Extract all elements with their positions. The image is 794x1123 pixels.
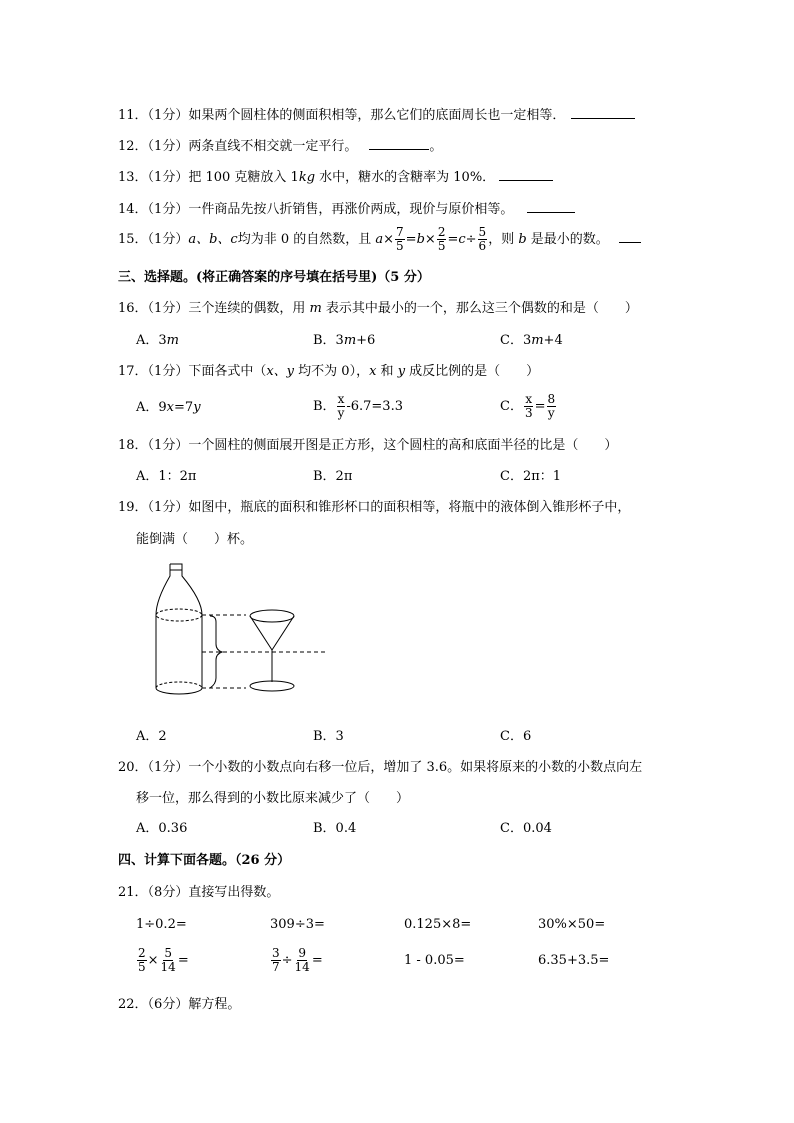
option-a[interactable]	[136, 332, 179, 350]
fraction	[271, 947, 281, 974]
var-x: x	[369, 364, 377, 379]
question-15	[118, 226, 641, 254]
section-4-heading: 四、计算下面各题。（26 分）	[118, 853, 291, 868]
question-14	[118, 198, 575, 219]
operator: =	[447, 232, 459, 247]
var-y: y	[193, 400, 201, 415]
option-b[interactable]: B．0.4	[313, 821, 357, 836]
option-a[interactable]: A．1：2π	[136, 469, 197, 484]
option-b[interactable]: B．3	[313, 729, 344, 744]
answer-blank[interactable]	[499, 166, 553, 181]
question-text: 均为非 0 的自然数，且	[237, 232, 376, 247]
var-m: m	[343, 333, 357, 348]
question-number: 13．	[118, 170, 148, 185]
question-text: 一个小数的小数点向右移一位后，增加了 3.6。如果将原来的小数的小数点向左	[188, 760, 643, 775]
question-score: （1分）	[147, 438, 189, 453]
option-c[interactable]	[500, 332, 563, 350]
option-text: A．9	[136, 400, 167, 415]
option-text: C．	[500, 399, 523, 414]
question-score: （1分）	[147, 202, 189, 217]
question-text: 把 100 克糖放入 1	[188, 170, 299, 185]
question-17	[118, 363, 539, 381]
fraction	[337, 393, 346, 420]
fraction	[294, 947, 311, 974]
answer-blank[interactable]	[369, 135, 429, 150]
question-number: 19．	[118, 500, 148, 515]
numerator: 5	[164, 946, 172, 960]
question-text: 三个连续的偶数，用	[188, 301, 310, 316]
question-number: 17．	[118, 364, 148, 379]
question-20	[118, 759, 642, 777]
question-number: 15．	[118, 232, 148, 247]
question-19-cont: 能倒满（ ）杯。	[136, 532, 254, 547]
question-score: （6分）	[147, 997, 189, 1012]
question-number: 16．	[118, 301, 148, 316]
question-number: 22．	[118, 997, 148, 1012]
question-20-cont: 移一位，那么得到的小数比原来减少了（ ）	[136, 791, 410, 806]
var-m: m	[531, 333, 544, 348]
denominator: 14	[294, 960, 310, 974]
question-text: 如果两个圆柱体的侧面积相等，那么它们的底面周长也一定相等．	[188, 108, 566, 123]
question-text: 两条直线不相交就一定平行。	[188, 139, 358, 154]
option-text: B．3	[313, 333, 344, 348]
question-score: （1分）	[147, 108, 189, 123]
question-21	[118, 884, 279, 902]
operator: ×	[424, 232, 436, 247]
var-text: x、y	[266, 364, 295, 379]
calc-item[interactable]: 30%×50=	[538, 917, 606, 932]
var-m: m	[309, 301, 322, 316]
unit-text: kg	[298, 170, 316, 185]
option-text: -6.7=3.3	[346, 399, 403, 414]
fraction	[524, 393, 534, 420]
operator: =	[405, 232, 417, 247]
denominator: y	[547, 406, 555, 420]
operator: ×	[147, 953, 159, 968]
answer-blank[interactable]	[527, 198, 575, 213]
question-score: （1分）	[147, 364, 189, 379]
calc-item[interactable]: 6.35+3.5=	[538, 953, 610, 968]
operator: ×	[383, 232, 395, 247]
var-a: a	[375, 232, 384, 247]
numerator: x	[525, 392, 533, 406]
question-text: 一个圆柱的侧面展开图是正方形，这个圆柱的高和底面半径的比是（ ）	[188, 438, 618, 453]
question-text: 成反比例的是（ ）	[405, 364, 540, 379]
numerator: 5	[478, 225, 487, 239]
option-text: +6	[356, 333, 376, 348]
question-18	[118, 437, 617, 455]
question-text: 直接写出得数。	[188, 885, 280, 900]
numerator: 3	[272, 946, 280, 960]
denominator: 14	[160, 960, 176, 974]
operator: ÷	[281, 953, 293, 968]
option-c[interactable]	[500, 392, 557, 422]
question-score: （1分）	[147, 760, 189, 775]
var-b: b	[416, 232, 425, 247]
option-b[interactable]: B．2π	[313, 469, 353, 484]
denominator: 5	[138, 960, 146, 974]
numerator: 8	[547, 392, 556, 406]
question-score: （1分）	[147, 232, 189, 247]
option-a[interactable]: A．2	[136, 729, 167, 744]
denominator: y	[337, 406, 345, 420]
question-11	[118, 104, 635, 125]
question-score: （1分）	[147, 170, 189, 185]
fraction	[437, 226, 447, 253]
question-text: 表示其中最小的一个，那么这三个偶数的和是（ ）	[321, 301, 638, 316]
option-c[interactable]: C．0.04	[500, 821, 552, 836]
option-c[interactable]: C．2π：1	[500, 469, 562, 484]
option-text: C．3	[500, 333, 532, 348]
option-text: A．3	[136, 333, 167, 348]
question-text: 水中，糖水的含糖率为 10%．	[315, 170, 496, 185]
calc-item[interactable]: 0.125×8=	[404, 917, 472, 932]
question-text: 均不为 0），	[294, 364, 370, 379]
numerator: 9	[298, 946, 306, 960]
question-number: 11．	[118, 108, 148, 123]
var-c: c	[458, 232, 466, 247]
calc-item[interactable]	[270, 945, 323, 977]
question-number: 20．	[118, 760, 148, 775]
denominator: 3	[524, 406, 533, 420]
question-22	[118, 996, 240, 1014]
var-y: y	[397, 364, 406, 379]
calc-item[interactable]	[136, 945, 189, 977]
fraction	[137, 947, 147, 974]
denominator: 7	[272, 960, 280, 974]
option-text: +4	[543, 333, 563, 348]
var-text: a、b、c	[188, 232, 238, 247]
question-13	[118, 166, 553, 187]
fraction	[478, 226, 488, 253]
question-score: （1分）	[147, 139, 189, 154]
operator: =	[177, 953, 189, 968]
operator: =	[534, 399, 546, 414]
numerator: 2	[138, 946, 146, 960]
question-number: 18．	[118, 438, 148, 453]
question-end: 。	[429, 139, 443, 154]
answer-blank[interactable]	[571, 104, 635, 119]
calc-item[interactable]: 309÷3=	[270, 917, 325, 932]
calc-item[interactable]: 1÷0.2=	[136, 917, 187, 932]
question-score: （1分）	[147, 301, 189, 316]
option-text: =7	[174, 400, 194, 415]
question-score: （1分）	[147, 500, 189, 515]
question-number: 21．	[118, 885, 148, 900]
question-number: 14．	[118, 202, 148, 217]
question-text: 如图中，瓶底的面积和锥形杯口的面积相等，将瓶中的液体倒入锥形杯子中，	[188, 500, 631, 515]
denominator: 5	[396, 239, 404, 253]
var-x: x	[166, 400, 175, 415]
option-b[interactable]	[313, 332, 375, 350]
option-text: B．	[313, 399, 336, 414]
fraction	[547, 393, 557, 420]
question-text: 是最小的数。	[526, 232, 609, 247]
denominator: 5	[437, 239, 446, 253]
operator: ÷	[465, 232, 477, 247]
question-19	[118, 499, 630, 517]
question-number: 12．	[118, 139, 148, 154]
operator: =	[311, 953, 323, 968]
question-score: （8分）	[147, 885, 189, 900]
question-16	[118, 300, 638, 318]
fraction	[395, 226, 405, 253]
question-text: 一件商品先按八折销售，再涨价两成，现价与原价相等。	[188, 202, 514, 217]
question-12	[118, 135, 442, 156]
var-m: m	[166, 333, 179, 348]
section-3-heading: 三、选择题。(将正确答案的序号填在括号里)（5 分）	[118, 270, 430, 285]
option-c[interactable]: C．6	[500, 729, 532, 744]
answer-blank[interactable]	[619, 228, 641, 243]
fraction	[160, 947, 177, 974]
denominator: 6	[478, 239, 487, 253]
question-text: 下面各式中（	[188, 364, 267, 379]
numerator: 2	[437, 225, 446, 239]
bottle-and-cone-figure	[146, 560, 332, 712]
question-text: ，则	[488, 232, 519, 247]
question-text: 和	[376, 364, 398, 379]
calc-item[interactable]: 1 - 0.05=	[404, 953, 465, 968]
option-a[interactable]: A．0.36	[136, 821, 188, 836]
option-a[interactable]	[136, 397, 201, 419]
numerator: x	[337, 392, 345, 406]
question-text: 解方程。	[188, 997, 241, 1012]
option-b[interactable]	[313, 392, 403, 422]
var-b: b	[518, 232, 527, 247]
numerator: 7	[396, 225, 404, 239]
